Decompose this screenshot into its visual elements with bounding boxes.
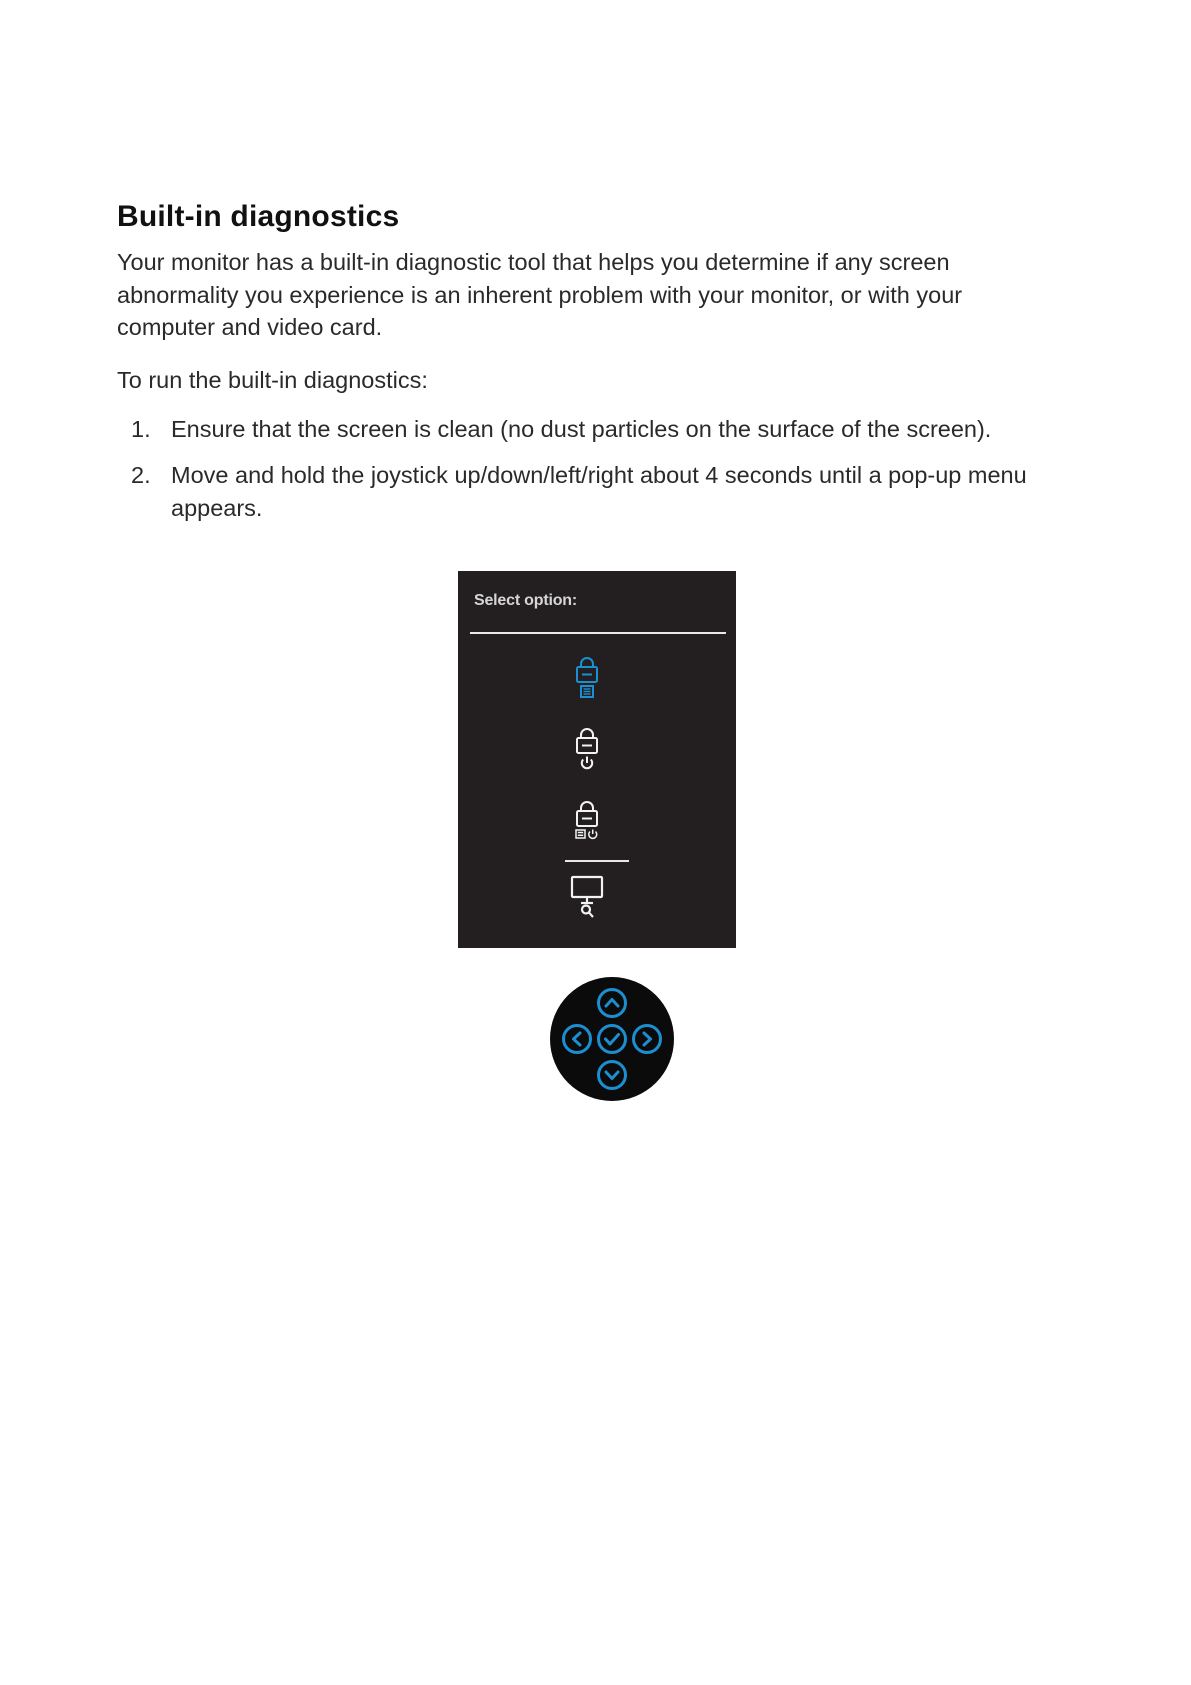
step-text: Ensure that the screen is clean (no dust particles on the surface of the screen).: [171, 416, 992, 442]
joystick-right-button[interactable]: [631, 1023, 663, 1055]
built-in-diagnostics-icon: [567, 874, 607, 922]
osd-menu-title: Select option:: [474, 592, 577, 609]
section-heading: Built-in diagnostics: [117, 200, 400, 233]
list-item: [117, 413, 1047, 446]
menu-and-power-lock-icon: [567, 799, 607, 847]
osd-item-divider: [565, 860, 629, 862]
step-number: 2.: [131, 462, 151, 488]
ok-check-icon: [596, 1023, 628, 1055]
menu-lock-icon: [567, 655, 607, 703]
left-arrow-icon: [561, 1023, 593, 1055]
joystick-left-button[interactable]: [561, 1023, 593, 1055]
step-text: Move and hold the joystick up/down/left/right about 4 seconds until a pop-up menu appears.: [171, 462, 1027, 521]
joystick-ok-button[interactable]: [596, 1023, 628, 1055]
intro-paragraph: Your monitor has a built-in diagnostic tool that helps you determine if any screen abnormality you experience is an inherent problem with your monitor, or with your computer and video card.: [117, 249, 963, 340]
joystick-down-button[interactable]: [596, 1059, 628, 1091]
osd-item-menu-lock[interactable]: [567, 655, 607, 703]
joystick-illustration: [550, 977, 674, 1101]
step-number: 1.: [131, 416, 151, 442]
osd-item-built-in-diagnostics[interactable]: [567, 874, 607, 922]
osd-title-divider: [470, 632, 726, 634]
joystick-up-button[interactable]: [596, 987, 628, 1019]
power-button-lock-icon: [567, 726, 607, 774]
osd-item-menu-power-lock[interactable]: [567, 799, 607, 847]
up-arrow-icon: [596, 987, 628, 1019]
steps-lead-text: To run the built-in diagnostics:: [117, 367, 428, 393]
down-arrow-icon: [596, 1059, 628, 1091]
osd-select-option-menu: [458, 571, 736, 948]
steps-list: [117, 413, 1047, 538]
osd-item-power-lock[interactable]: [567, 726, 607, 774]
right-arrow-icon: [631, 1023, 663, 1055]
list-item: [117, 459, 1047, 525]
